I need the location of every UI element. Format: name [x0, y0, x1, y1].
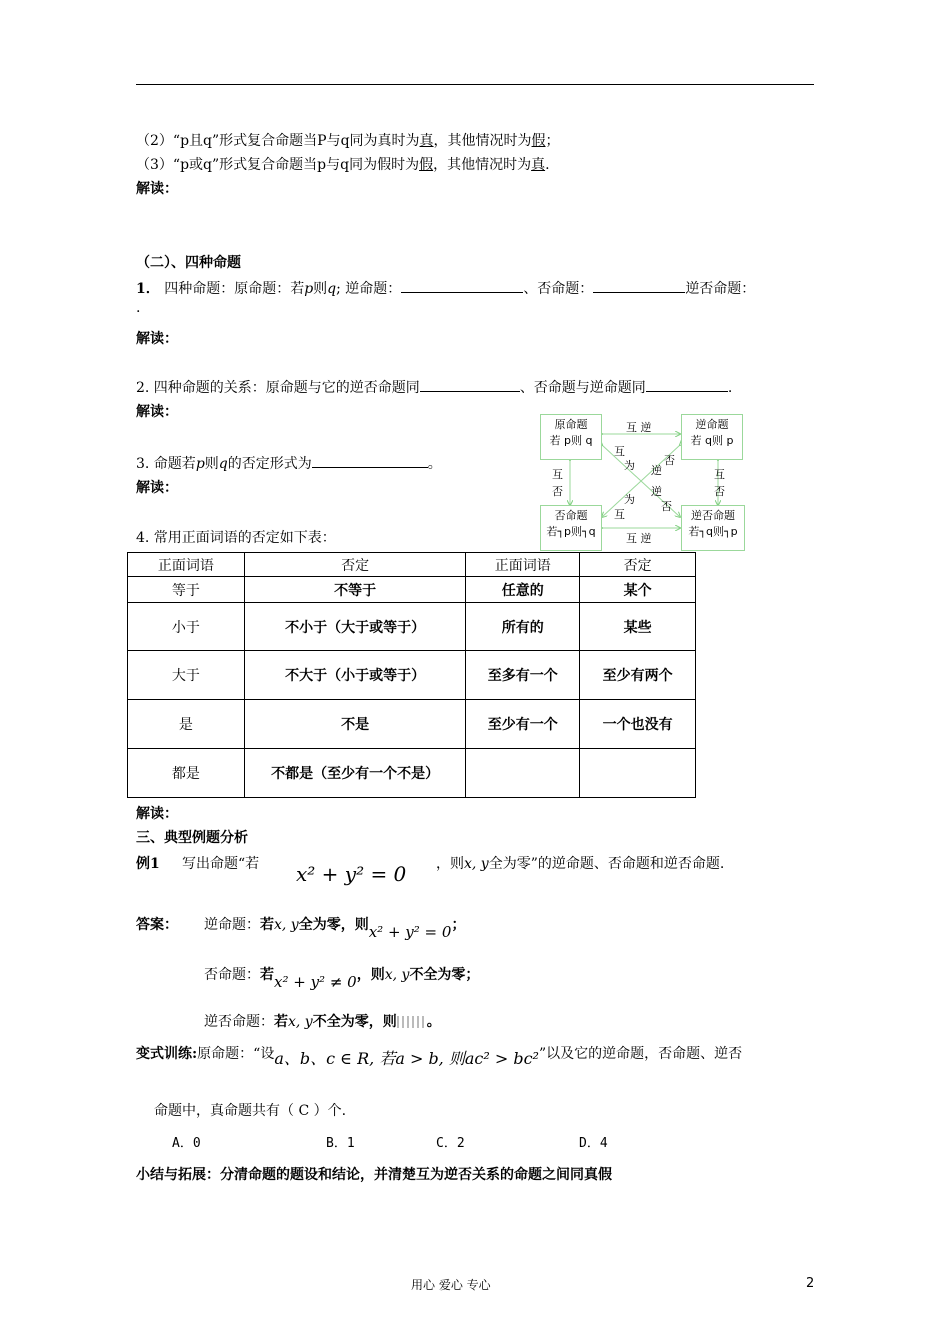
- table-cell: 不是: [244, 700, 466, 749]
- blank-inverse[interactable]: [593, 278, 685, 293]
- table-header-row: [128, 553, 696, 577]
- interp-label-5: 解读：: [136, 806, 178, 822]
- negation-table: [127, 552, 696, 798]
- table-row: [128, 700, 696, 749]
- header-rule: [136, 84, 814, 85]
- page-number: 2: [806, 1276, 815, 1291]
- diagram-char: 否: [664, 454, 675, 467]
- blank-converse[interactable]: [401, 278, 523, 293]
- diagram-char: 为: [624, 493, 635, 506]
- option-a[interactable]: A．0: [172, 1136, 201, 1151]
- diagram-box-original: 原命题 若 p则 q: [540, 414, 602, 460]
- footer-text: 用心 爱心 专心: [411, 1278, 491, 1292]
- blank-relation-2[interactable]: [646, 377, 728, 392]
- table-header-cell: 正面词语: [128, 553, 245, 577]
- answer-converse: 逆命题：若x, y全为零，则x² + y² = 0；: [204, 917, 466, 941]
- section-heading-examples: 三、典型例题分析: [136, 830, 248, 846]
- diagram-char: 逆: [651, 485, 662, 498]
- diagram-box-contrapositive: 逆否命题 若┐q则┐p: [681, 505, 745, 551]
- table-cell: 至少有两个: [580, 651, 696, 700]
- rule-line-3: （3）“p或q”形式复合命题当p与q同为假时为假，其他情况时为真.: [136, 157, 550, 173]
- table-row: [128, 749, 696, 798]
- interp-label-1: 解读：: [136, 181, 178, 197]
- table-cell: 都是: [128, 749, 245, 798]
- table-cell: 不等于: [244, 577, 466, 603]
- variant-line-2: 命题中，真命题共有（ C ）个.: [154, 1103, 347, 1119]
- blank-negation[interactable]: [312, 453, 428, 468]
- q1-dot: .: [136, 300, 141, 316]
- table-cell: 等于: [128, 577, 245, 603]
- interp-label-2: 解读：: [136, 331, 178, 347]
- table-cell: 不小于（大于或等于）: [244, 603, 466, 651]
- diagram-char: 为: [624, 459, 635, 472]
- interp-label-4: 解读：: [136, 480, 178, 496]
- answer-contrapositive: 逆否命题：若x, y不全为零，则 。: [204, 1014, 441, 1030]
- diagram-box-converse: 逆命题 若 q则 p: [681, 414, 743, 460]
- table-cell: [580, 749, 696, 798]
- table-cell: 至少有一个: [466, 700, 580, 749]
- table-header-cell: 正面词语: [466, 553, 580, 577]
- option-b[interactable]: B．1: [326, 1136, 355, 1151]
- diagram-label-left-2: 否: [552, 485, 563, 498]
- table-cell: 某个: [580, 577, 696, 603]
- blank-relation-1[interactable]: [420, 377, 520, 392]
- diagram-label-right-1: 互: [714, 468, 725, 481]
- section-heading-four-propositions: （二）、四种命题: [136, 255, 241, 271]
- garbled-math-image: [397, 1016, 427, 1028]
- diagram-char: 互: [614, 508, 625, 521]
- table-cell: 任意的: [466, 577, 580, 603]
- example-1-line-rest: ，则x, y全为零”的逆命题、否命题和逆否命题.: [436, 856, 725, 872]
- q2-line: 2. 四种命题的关系：原命题与它的逆否命题同 、否命题与逆命题同 .: [136, 377, 732, 397]
- option-c[interactable]: C．2: [436, 1136, 465, 1151]
- example-1-line: 例1 写出命题“若: [136, 856, 260, 872]
- variant-line: 变式训练:原命题：“设a、b、c ∈ R, 若a > b, 则ac² > bc²”以及它的逆命题，否命题、逆否: [136, 1046, 743, 1068]
- table-header-cell: 否定: [580, 553, 696, 577]
- diagram-char: 互: [614, 445, 625, 458]
- table-row: [128, 577, 696, 603]
- table-cell: 某些: [580, 603, 696, 651]
- q1-line: 1． 四种命题：原命题：若p则q; 逆命题： 、否命题： 逆否命题：: [136, 278, 755, 298]
- diagram-label-bottom: 互 逆: [626, 532, 652, 545]
- answer-label: 答案：: [136, 917, 178, 933]
- rule-line-2: （2）“p且q”形式复合命题当P与q同为真时为真，其他情况时为假；: [136, 133, 560, 149]
- table-cell: 小于: [128, 603, 245, 651]
- table-cell: 不大于（小于或等于）: [244, 651, 466, 700]
- table-cell: 是: [128, 700, 245, 749]
- table-cell: 一个也没有: [580, 700, 696, 749]
- example-1-math: x² + y² = 0: [296, 862, 407, 886]
- table-cell: 所有的: [466, 603, 580, 651]
- diagram-label-left-1: 互: [552, 468, 563, 481]
- summary-line: 小结与拓展：分清命题的题设和结论，并清楚互为逆否关系的命题之间同真假: [136, 1167, 612, 1183]
- option-d[interactable]: D．4: [579, 1136, 608, 1151]
- q3-line: 3. 命题若p则q的否定形式为 。: [136, 453, 442, 473]
- diagram-char: 否: [661, 500, 672, 513]
- table-row: [128, 651, 696, 700]
- diagram-box-inverse: 否命题 若┐p则┐q: [540, 505, 602, 551]
- diagram-label-top: 互 逆: [626, 421, 652, 434]
- interp-label-3: 解读：: [136, 404, 178, 420]
- table-row: [128, 603, 696, 651]
- table-header-cell: 否定: [244, 553, 466, 577]
- table-cell: 不都是（至少有一个不是）: [244, 749, 466, 798]
- diagram-char: 逆: [651, 464, 662, 477]
- table-cell: 大于: [128, 651, 245, 700]
- answer-inverse: 否命题：若x² + y² ≠ 0，则x, y不全为零；: [204, 967, 480, 991]
- table-cell: [466, 749, 580, 798]
- diagram-label-right-2: 否: [714, 485, 725, 498]
- table-cell: 至多有一个: [466, 651, 580, 700]
- q4-line: 4. 常用正面词语的否定如下表：: [136, 530, 336, 546]
